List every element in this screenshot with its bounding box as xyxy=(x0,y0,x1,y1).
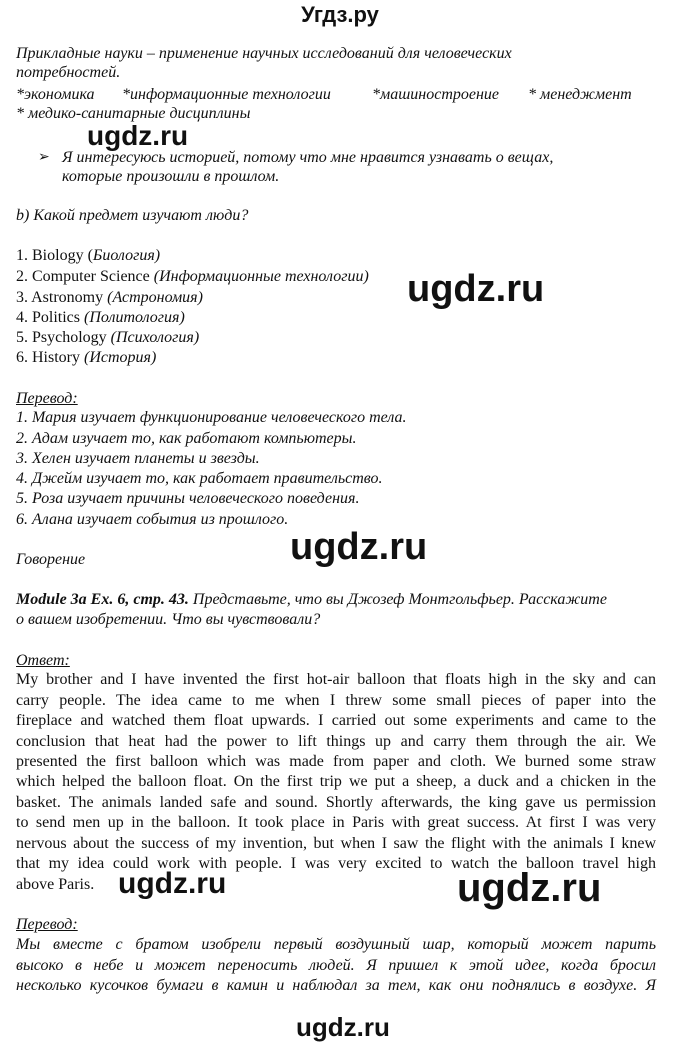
watermark: ugdz.ru xyxy=(407,268,545,310)
speaking-heading: Говорение xyxy=(16,551,86,568)
translation-line: 3. Хелен изучает планеты и звезды. xyxy=(16,450,260,467)
answer-line: that my idea could work with people. I was very excited to watch the balloon travel high xyxy=(16,855,656,872)
subject-1: 1. Biology (Биология) xyxy=(16,247,161,264)
answer-line: conclusion that heat had the power to lift things up and carry them through the air. We xyxy=(16,733,656,750)
subject-2: 2. Computer Science (Информационные технологии) xyxy=(16,268,369,285)
module-task-line-1: Module 3a Ex. 6, стр. 43. Представьте, что вы Джозеф Монтгольфьер. Расскажите xyxy=(16,591,607,608)
watermark: ugdz.ru xyxy=(457,866,602,910)
watermark: ugdz.ru xyxy=(296,1012,390,1042)
answer-line: My brother and I have invented the first hot-air balloon that floats high in the sky and can xyxy=(16,671,656,688)
applied-item-4: * менеджмент xyxy=(528,86,632,103)
translation2-line: несколько кусочков бумаги в камин и наблюдал за тем, как они поднялись в воздухе. Я xyxy=(16,977,656,994)
applied-item-3: *машиностроение xyxy=(372,86,500,103)
subject-4: 4. Politics (Политология) xyxy=(16,309,185,326)
watermark: ugdz.ru xyxy=(290,526,428,568)
answer-line: which helped the balloon float. On the first trip we put a sheep, a duck and a chicken in the xyxy=(16,773,656,790)
translation-line: 5. Роза изучает причины человеческого поведения. xyxy=(16,490,360,507)
answer-line: basket. The animals landed safe and sound. Shortly afterwards, the king gave us permission xyxy=(16,794,656,811)
translation-line: 1. Мария изучает функционирование человеческого тела. xyxy=(16,409,407,426)
answer-line: presented the first balloon which was made from paper and cloth. We burned some straw xyxy=(16,753,656,770)
subject-5: 5. Psychology (Психология) xyxy=(16,329,200,346)
answer-line: carry people. The idea came to me when I threw some small pieces of paper into the xyxy=(16,692,656,709)
bullet-line-1: Я интересуюсь историей, потому что мне нравится узнавать о вещах, xyxy=(62,149,554,166)
answer-line: nervous about the success of my invention, but when I saw the flight with the animals I knew xyxy=(16,835,656,852)
answer-line: above Paris. xyxy=(16,876,95,893)
module-task-line-2: о вашем изобретении. Что вы чувствовали? xyxy=(16,611,321,628)
applied-line-1: Прикладные науки – применение научных исследований для человеческих xyxy=(16,45,512,62)
answer-line: fireplace and watched them float upwards. I carried out some experiments and came to the xyxy=(16,712,656,729)
applied-item-2: *информационные технологии xyxy=(122,86,331,103)
answer-heading: Ответ: xyxy=(16,652,70,669)
site-title: Угдз.ру xyxy=(301,2,379,27)
applied-line-2: потребностей. xyxy=(16,64,121,81)
answer-line: to send men up in the balloon. It took place in Paris with great success. At first I was very xyxy=(16,814,656,831)
applied-item-5: * медико-санитарные дисциплины xyxy=(16,105,251,122)
translation2-heading: Перевод: xyxy=(16,916,78,933)
bullet-line-2: которые произошли в прошлом. xyxy=(62,168,280,185)
translation-heading: Перевод: xyxy=(16,390,78,407)
applied-item-1: *экономика xyxy=(16,86,95,103)
watermark: ugdz.ru xyxy=(87,120,189,151)
translation-line: 4. Джейм изучает то, как работает правительство. xyxy=(16,470,383,487)
watermark: ugdz.ru xyxy=(118,867,227,900)
translation-line: 2. Адам изучает то, как работают компьютеры. xyxy=(16,430,357,447)
question-b: b) Какой предмет изучают люди? xyxy=(16,207,249,224)
translation2-line: высоко в небе и может переносить людей. Я пришел к этой идее, когда бросил xyxy=(16,957,656,974)
translation2-line: Мы вместе с братом изобрели первый воздушный шар, который может парить xyxy=(16,936,656,953)
translation-line: 6. Алана изучает события из прошлого. xyxy=(16,511,289,528)
arrow-bullet-icon: ➢ xyxy=(38,150,50,165)
subject-3: 3. Astronomy (Астрономия) xyxy=(16,289,203,306)
subject-6: 6. History (История) xyxy=(16,349,157,366)
